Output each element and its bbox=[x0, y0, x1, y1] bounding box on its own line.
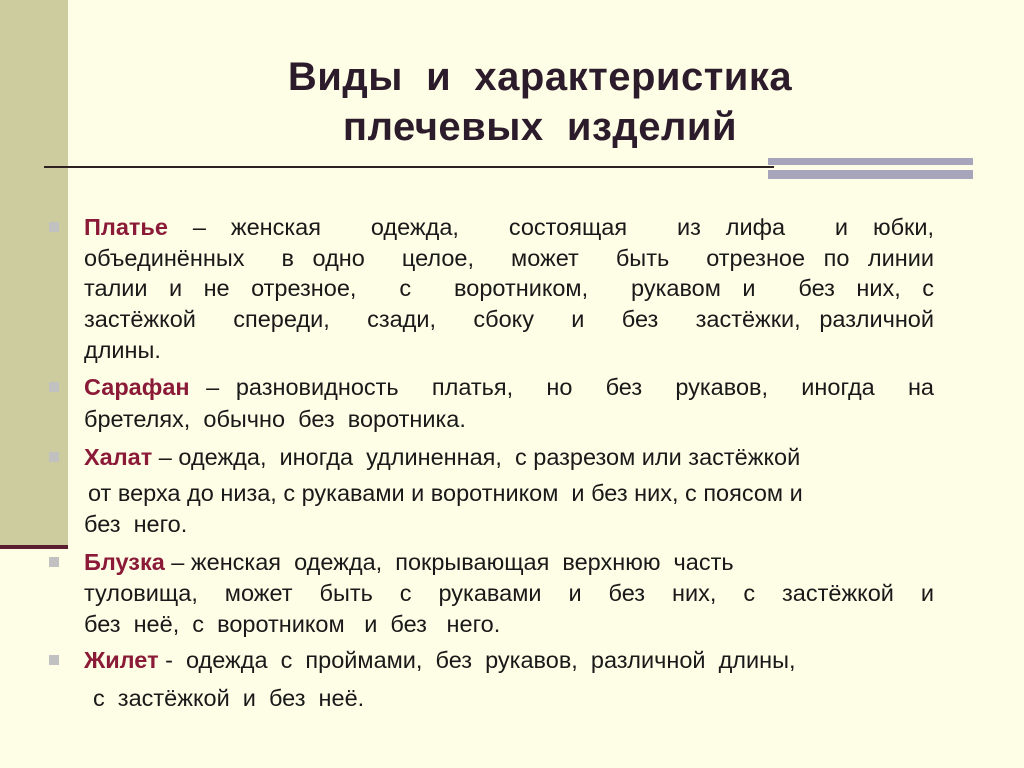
definition-line bbox=[84, 546, 734, 578]
title-line-1: Виды и характеристика bbox=[287, 55, 793, 99]
definition-line bbox=[84, 441, 800, 473]
definition-term: Блузка bbox=[84, 549, 165, 575]
title-line-2: плечевых изделий bbox=[342, 105, 738, 149]
square-bullet-icon bbox=[49, 655, 59, 665]
definition-line: с застёжкой и без неё. bbox=[93, 685, 365, 711]
definition-line bbox=[84, 644, 796, 676]
definition-text: – разновидность платья, но без рукавов, иногда на bbox=[189, 374, 934, 400]
definition-line bbox=[84, 211, 934, 243]
definition-term: Жилет bbox=[84, 647, 159, 673]
definition-term: Сарафан bbox=[84, 374, 190, 400]
square-bullet-icon bbox=[49, 452, 59, 462]
definition-line: без него. bbox=[84, 511, 188, 537]
definition-line: застёжкой спереди, сзади, сбоку и без застёжки, различной bbox=[84, 306, 934, 332]
definition-line: без неё, с воротником и без него. bbox=[84, 611, 501, 637]
definition-line: объединённых в одно целое, может быть отрезное по линии bbox=[84, 245, 934, 271]
definition-line: бретелях, обычно без воротника. bbox=[84, 406, 466, 432]
definition-line bbox=[84, 371, 934, 403]
definition-text: – женская одежда, покрывающая верхнюю часть bbox=[164, 549, 734, 575]
square-bullet-icon bbox=[49, 557, 59, 567]
definition-line: талии и не отрезное, с воротником, рукавом и без них, с bbox=[84, 275, 934, 301]
definition-line: туловища, может быть с рукавами и без них, с застёжкой и bbox=[84, 580, 934, 606]
square-bullet-icon bbox=[49, 222, 59, 232]
definition-line: от верха до низа, с рукавами и воротником и без них, с поясом и bbox=[88, 480, 803, 506]
definition-text: – одежда, иногда удлиненная, с разрезом или застёжкой bbox=[152, 444, 801, 470]
definition-term: Халат bbox=[84, 444, 153, 470]
definition-text: - одежда с проймами, без рукавов, различной длины, bbox=[158, 647, 796, 673]
definition-term: Платье bbox=[84, 214, 168, 240]
definition-text: – женская одежда, состоящая из лифа и юбки, bbox=[167, 214, 934, 240]
definition-line: длины. bbox=[84, 337, 161, 363]
square-bullet-icon bbox=[49, 382, 59, 392]
